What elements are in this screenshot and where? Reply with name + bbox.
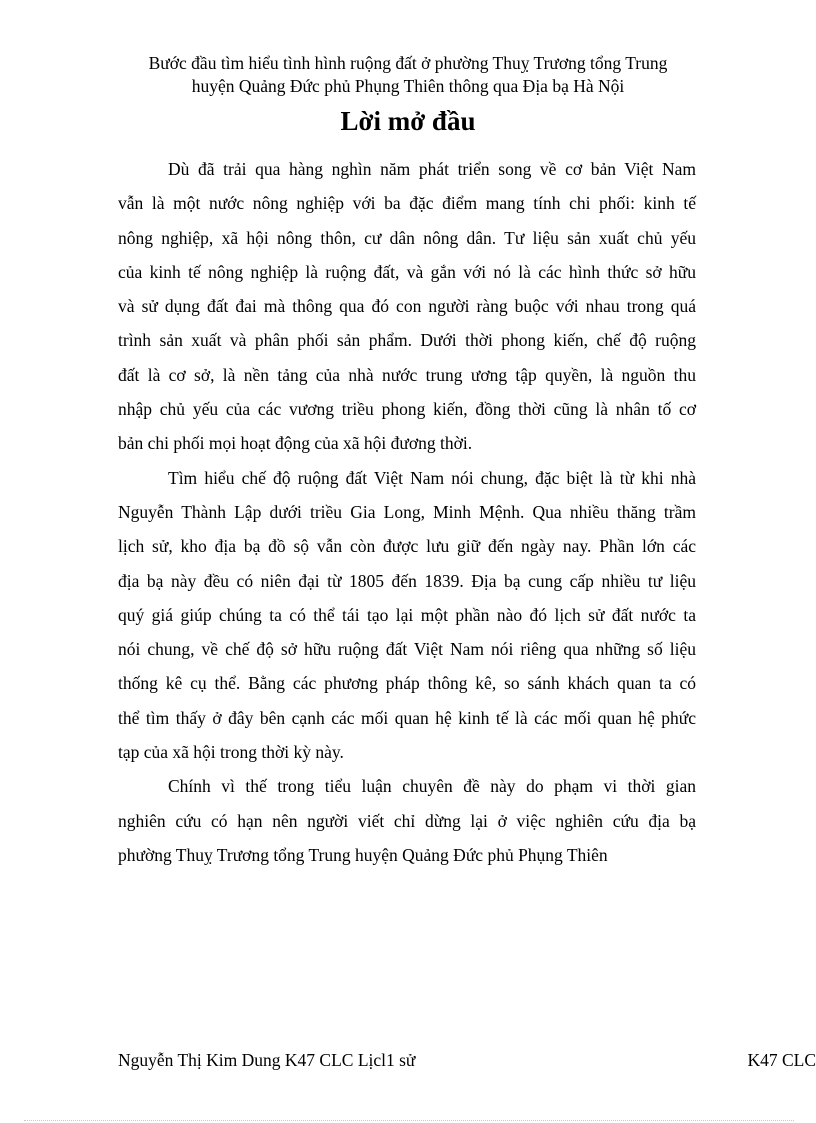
text-line: của kinh tế nông nghiệp là ruộng đất, và gắn với nó là các hình thức sở hữu xyxy=(118,261,696,282)
header-line-1: Bước đầu tìm hiểu tình hình ruộng đất ở phường Thuỵ Trương tổng Trung xyxy=(148,53,668,73)
text-line: trình sản xuất và phân phối sản phẩm. Dưới thời phong kiến, chế độ ruộng xyxy=(118,330,696,351)
paragraph-2 xyxy=(118,461,696,770)
text-line: bản chi phối mọi hoạt động của xã hội đương thời. xyxy=(118,433,473,454)
text-line: nói chung, về chế độ sở hữu ruộng đất Việt Nam nói riêng qua những số liệu xyxy=(118,639,696,660)
text-line: tạp của xã hội trong thời kỳ này. xyxy=(118,742,344,763)
document-header xyxy=(100,52,716,98)
text-line: phường Thuỵ Trương tổng Trung huyện Quảng Đức phủ Phụng Thiên xyxy=(118,844,608,865)
footer-author: Nguyễn Thị Kim Dung K47 CLC Lịcl1 sử xyxy=(118,1050,416,1070)
page-title: Lời mở đầu xyxy=(340,106,476,136)
header-line-2: huyện Quảng Đức phủ Phụng Thiên thông qua Địa bạ Hà Nội xyxy=(191,76,625,96)
text-line: nghiên cứu có hạn nên người viết chỉ dừng lại ở việc nghiên cứu địa bạ xyxy=(118,810,696,831)
text-line: Chính vì thế trong tiểu luận chuyên đề này do phạm vi thời gian xyxy=(168,776,696,797)
text-line: thống kê cụ thể. Bằng các phương pháp thông kê, so sánh khách quan ta có xyxy=(118,673,696,694)
text-line: Tìm hiểu chế độ ruộng đất Việt Nam nói chung, đặc biệt là từ khi nhà xyxy=(168,467,696,488)
text-line: Dù đã trải qua hàng nghìn năm phát triển song về cơ bản Việt Nam xyxy=(168,159,696,179)
text-line: thể tìm thấy ở đây bên cạnh các mối quan hệ kinh tế là các mối quan hệ phức xyxy=(118,707,696,728)
footer-class: K47 CLC xyxy=(747,1050,816,1070)
document-body xyxy=(118,152,696,872)
text-line: địa bạ này đều có niên đại từ 1805 đến 1839. Địa bạ cung cấp nhiều tư liệu xyxy=(118,570,696,591)
text-line: và sử dụng đất đai mà thông qua đó con người ràng buộc với nhau trong quá xyxy=(118,296,696,317)
page-footer xyxy=(118,1048,816,1072)
text-line: lịch sử, kho địa bạ đồ sộ vẫn còn được lưu giữ đến ngày nay. Phần lớn các xyxy=(118,536,696,557)
text-line: quý giá giúp chúng ta có thể tái tạo lại một phần nào đó lịch sử đất nước ta xyxy=(118,604,696,625)
text-line: nông nghiệp, xã hội nông thôn, cư dân nông dân. Tư liệu sản xuất chủ yếu xyxy=(118,227,696,248)
text-line: vẫn là một nước nông nghiệp với ba đặc điểm mang tính chi phối: kinh tế xyxy=(118,193,696,214)
paragraph-3 xyxy=(118,769,696,872)
text-line: đất là cơ sở, là nền tảng của nhà nước trung ương tập quyền, là nguồn thu xyxy=(118,364,696,385)
text-line: nhập chủ yếu của các vương triều phong kiến, đồng thời cũng là nhân tố cơ xyxy=(118,399,696,420)
page-bottom-divider xyxy=(24,1120,794,1121)
paragraph-1 xyxy=(118,152,696,461)
text-line: Nguyễn Thành Lập dưới triều Gia Long, Minh Mệnh. Qua nhiều thăng trầm xyxy=(118,501,696,522)
